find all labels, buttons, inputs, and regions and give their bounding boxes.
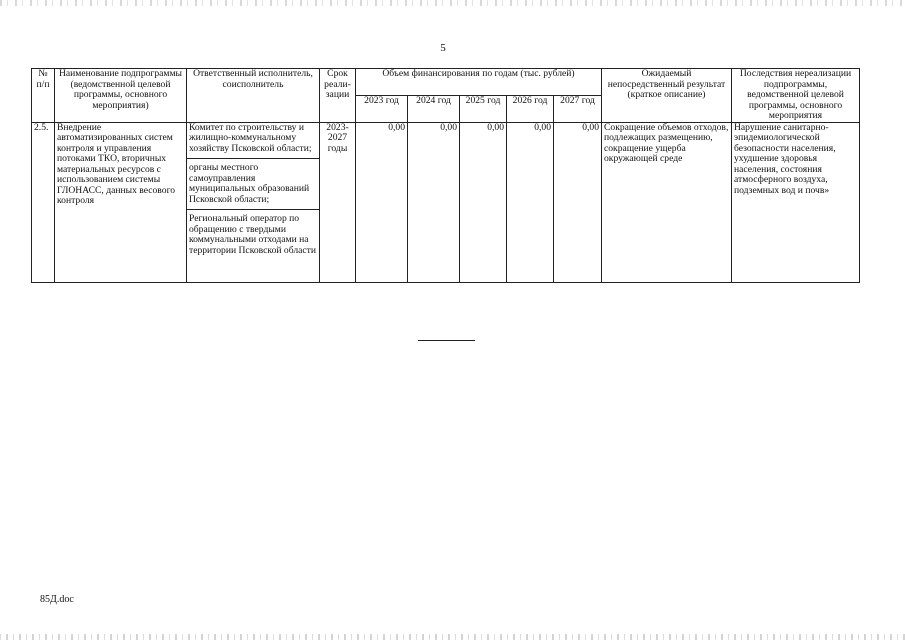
header-expected-result: Ожидаемый непосредственный результат (краткое описание) <box>602 69 732 123</box>
page-number: 5 <box>440 42 446 54</box>
responsible-2: органы местного самоуправления муниципальных образований Псковской области; <box>187 158 319 205</box>
header-name: Наименование подпрограммы (ведомственной целевой программы, основного мероприятия) <box>55 69 187 123</box>
amount-2023: 0,00 <box>356 122 408 282</box>
header-year-2025: 2025 год <box>460 95 507 122</box>
header-financing-group: Объем финансирования по годам (тыс. рублей) <box>356 69 602 96</box>
footer-filename: 85Д.doc <box>40 594 74 605</box>
amount-2027: 0,00 <box>554 122 602 282</box>
row-consequences: Нарушение санитарно-эпидемиологической безопасности населения, ухудшение здоровья населения, состояния атмосферного воздуха, подземных вод и почв» <box>732 122 860 282</box>
row-term: 2023-2027 годы <box>320 122 356 282</box>
row-expected-result: Сокращение объемов отходов, подлежащих размещению, сокращение ущерба окружающей среде <box>602 122 732 282</box>
program-table <box>31 68 860 283</box>
responsible-1: Комитет по строительству и жилищно-коммунальному хозяйству Псковской области; <box>189 121 312 154</box>
amount-2024: 0,00 <box>408 122 460 282</box>
header-row-1 <box>32 69 860 96</box>
header-term: Срок реали-зации <box>320 69 356 123</box>
scan-noise-bottom <box>0 634 905 640</box>
row-num: 2.5. <box>32 122 55 282</box>
header-num: № п/п <box>32 69 55 123</box>
header-responsible: Ответственный исполнитель, соисполнитель <box>187 69 320 123</box>
separator-line <box>418 340 475 341</box>
amount-2025: 0,00 <box>460 122 507 282</box>
amount-2026: 0,00 <box>507 122 554 282</box>
header-year-2024: 2024 год <box>408 95 460 122</box>
row-name: Внедрение автоматизированных систем контроля и управления потоками ТКО, вторичных материальных ресурсов с использованием системы ГЛОНАСС, данных весового контроля <box>55 122 187 282</box>
header-year-2026: 2026 год <box>507 95 554 122</box>
header-year-2023: 2023 год <box>356 95 408 122</box>
table-row <box>32 122 860 282</box>
row-responsible <box>187 122 320 282</box>
header-year-2027: 2027 год <box>554 95 602 122</box>
responsible-3: Региональный оператор по обращению с твердыми коммунальными отходами на территории Псковской области <box>187 209 319 256</box>
scan-noise-top <box>0 0 905 6</box>
header-consequences: Последствия нереализации подпрограммы, ведомственной целевой программы, основного мероприятия <box>732 69 860 123</box>
